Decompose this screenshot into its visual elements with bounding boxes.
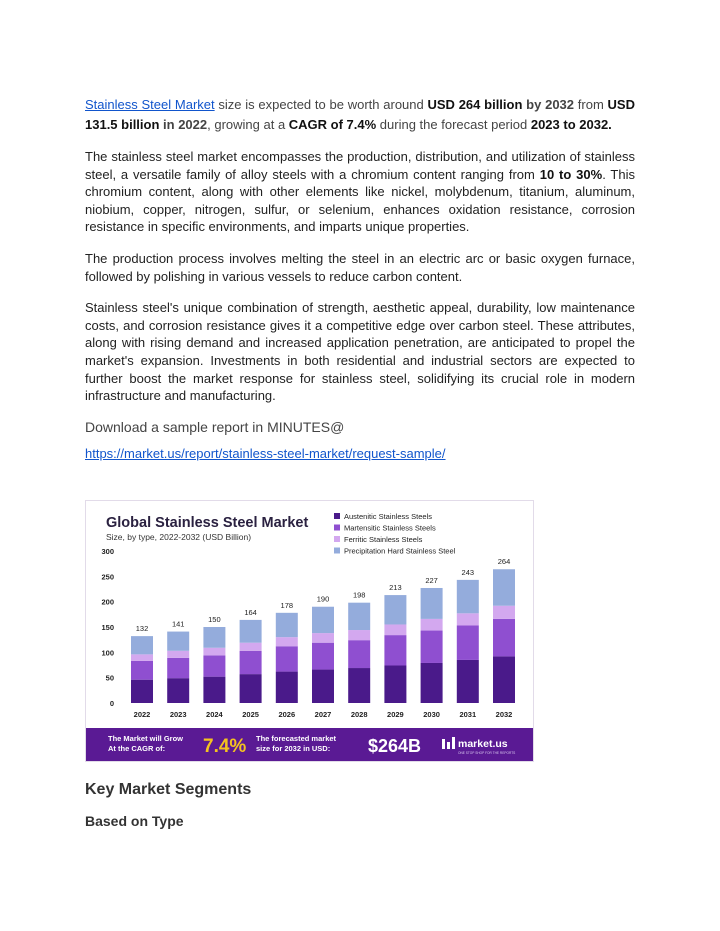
data-label: 243 [461,567,475,577]
banner-brand-tagline: ONE STOP SHOP FOR THE REPORTS [458,751,516,755]
bar-segment [240,674,262,703]
x-tick-label: 2027 [314,710,332,719]
bar-segment [240,651,262,674]
bar-segment [167,658,189,678]
bar-segment [312,670,334,703]
chart-bars [131,557,515,719]
chart-subtitle: Size, by type, 2022-2032 (USD Billion) [106,532,252,542]
bar-segment [276,637,298,646]
legend-label: Austenitic Stainless Steels [344,512,432,521]
data-label: 198 [352,590,366,600]
bar-segment [240,620,262,643]
x-tick-label: 2024 [206,710,223,719]
y-tick-label: 150 [101,623,114,632]
legend-swatch [334,513,340,519]
bar-segment [457,625,479,659]
bar-segment [493,569,515,605]
bar-segment [131,680,153,703]
x-tick-label: 2026 [278,710,296,719]
bar-segment [131,661,153,680]
y-tick-label: 100 [101,648,114,658]
y-tick-label: 0 [109,699,114,708]
legend-label: Ferritic Stainless Steels [344,535,423,544]
data-label: 141 [171,619,185,629]
production-paragraph: The production process involves melting the steel in an electric arc or basic oxygen furnace, followed by polishing in various vessels to reduce carbon content. [85,250,635,284]
bar-segment [348,630,370,640]
banner-brand: market.us [458,738,508,750]
subsection-title: Based on Type [85,813,184,829]
bar-segment [131,654,153,661]
bar-segment [203,655,225,676]
bar-segment [348,603,370,630]
bar-segment [493,619,515,656]
y-tick-label: 50 [105,673,114,683]
market-infographic [85,500,534,762]
bar-segment [312,633,334,643]
overview-paragraph: The stainless steel market encompasses the production, distribution, and utilization of stainless steel, a versatile family of alloy steels with a chromium content ranging from 10 to 30%. This chromium content, along with other elements like nickel, molybdenum, titanium, aluminum, niobium, copper, nitrogen, sulfur, or selenium, enhances oxidation resistance, corrosion resistance in specific environments, and imparts unique properties. [85,149,635,235]
banner-cagr: 7.4% [203,736,247,757]
data-label: 178 [280,600,294,610]
download-prompt: Download a sample report in MINUTES@ [85,418,345,435]
x-tick-label: 2023 [169,710,187,719]
stacked-bar-chart [86,501,533,761]
data-label: 190 [316,594,330,604]
bar-segment [421,663,443,703]
bar-segment [421,631,443,663]
banner-value: $264B [368,736,422,756]
banner-grow-line1: The Market will Grow [108,734,184,743]
bar-segment [276,646,298,671]
bar-segment [203,677,225,703]
y-tick-label: 300 [101,547,114,556]
data-label: 150 [208,615,221,624]
bar-segment [312,643,334,670]
bar-segment [457,660,479,703]
sample-report-link[interactable]: https://market.us/report/stainless-steel-market/request-sample/ [85,446,446,462]
section-title: Key Market Segments [85,781,252,798]
bar-segment [240,643,262,651]
intro-paragraph: Stainless Steel Market size is expected to be worth around USD 264 billion by 2032 from USD 131.5 billion in 2022, growing at a CAGR of 7.4% during the forecast period 2023 to 2032. [85,97,635,132]
cagr-banner [86,728,533,761]
bar-segment [384,666,406,703]
bar-segment [348,668,370,703]
x-tick-label: 2029 [387,710,404,719]
advantages-paragraph: Stainless steel's unique combination of strength, aesthetic appeal, durability, low maintenance costs, and corrosion resistance gives it a competitive edge over carbon steel. These attributes, along with rising demand and increased application penetration, are anticipated to propel the market's expansion. Investments in both residential and industrial sectors are expected to further boost the market response for stainless steel, solidifying its crucial role in modern infrastructure and manufacturing. [85,300,635,404]
bar-segment [131,636,153,654]
chart-legend [334,512,456,556]
legend-swatch [334,525,340,531]
legend-swatch [334,548,340,554]
bar-segment [493,606,515,619]
x-tick-label: 2028 [350,710,368,719]
bar-segment [276,672,298,703]
data-label: 164 [244,607,257,617]
x-tick-label: 2025 [242,710,259,719]
bar-segment [384,624,406,635]
bar-segment [457,613,479,625]
data-label: 264 [497,557,511,567]
x-tick-label: 2030 [423,710,440,719]
bar-segment [493,656,515,703]
data-label: 213 [389,583,402,593]
x-tick-label: 2031 [459,710,477,719]
legend-label: Martensitic Stainless Steels [344,523,436,533]
banner-forecast-line2: size for 2032 in USD: [256,744,331,753]
y-tick-label: 250 [101,572,114,582]
stainless-steel-market-link[interactable]: Stainless Steel Market [85,97,215,112]
y-tick-label: 200 [101,597,114,607]
bar-segment [203,627,225,648]
bar-segment [167,651,189,658]
bar-segment [457,580,479,613]
bar-segment [384,595,406,624]
bar-segment [421,588,443,619]
bar-segment [348,640,370,668]
bar-segment [421,619,443,631]
bar-segment [312,607,334,633]
banner-grow-line2: At the CAGR of: [108,744,166,753]
data-label: 227 [425,575,438,585]
article-body [85,95,635,463]
chart-title: Global Stainless Steel Market [106,515,309,531]
bar-segment [276,613,298,637]
x-tick-label: 2032 [495,710,513,719]
x-tick-label: 2022 [133,710,151,719]
legend-swatch [334,536,340,542]
bar-segment [167,632,189,651]
bar-segment [384,635,406,665]
bar-segment [167,678,189,703]
chart-axis [101,547,114,708]
legend-label: Precipitation Hard Stainless Steel [344,546,456,556]
bar-segment [203,648,225,656]
data-label: 132 [135,624,149,634]
banner-forecast-line1: The forecasted market [256,734,337,743]
